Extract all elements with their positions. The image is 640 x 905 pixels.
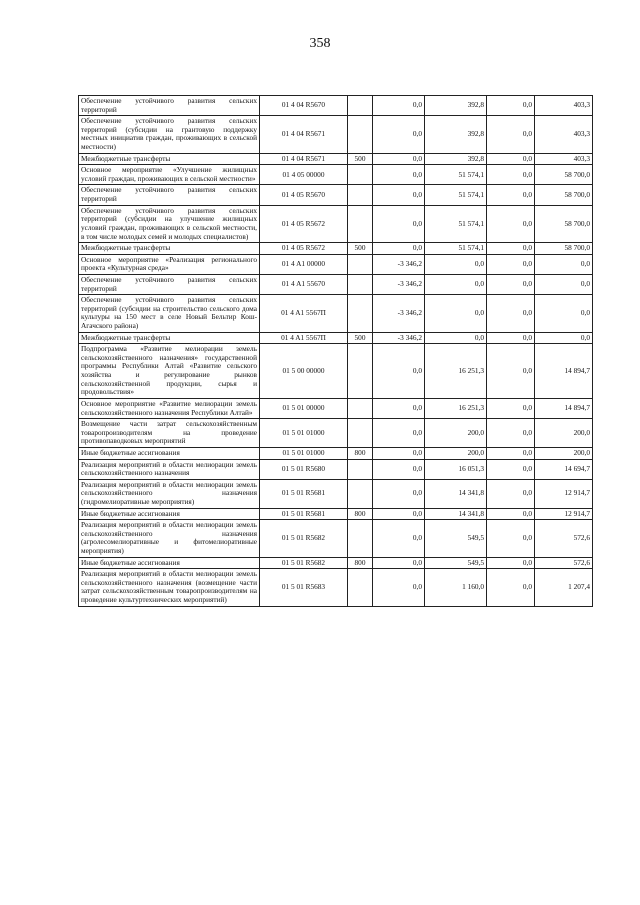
- row-name-cell: Обеспечение устойчивого развития сельских территорий (субсидии на улучшение жилищных условий граждан, проживающих в сельской местности, в том числе молодых семей и молодых специалистов): [79, 205, 260, 242]
- row-expense-type-cell: [348, 569, 373, 606]
- row-name-cell: Основное мероприятие «Улучшение жилищных условий граждан, проживающих в сельской местности»: [79, 165, 260, 185]
- row-expense-type-cell: 500: [348, 332, 373, 344]
- page-number: 358: [309, 36, 331, 51]
- row-code-cell: 01 5 01 R5683: [260, 569, 348, 606]
- row-value-4-cell: 200,0: [535, 447, 593, 459]
- row-value-2-cell: 1 160,0: [425, 569, 487, 606]
- row-value-4-cell: 0,0: [535, 254, 593, 274]
- row-value-2-cell: 0,0: [425, 254, 487, 274]
- row-value-2-cell: 392,8: [425, 153, 487, 165]
- row-expense-type-cell: [348, 520, 373, 557]
- row-code-cell: 01 4 A1 5567П: [260, 332, 348, 344]
- row-name-cell: Иные бюджетные ассигнования: [79, 447, 260, 459]
- row-value-4-cell: 572,6: [535, 557, 593, 569]
- row-expense-type-cell: [348, 344, 373, 399]
- row-value-1-cell: -3 346,2: [373, 254, 425, 274]
- row-value-2-cell: 549,5: [425, 520, 487, 557]
- table-row: [79, 295, 593, 332]
- budget-table: [78, 95, 593, 607]
- row-code-cell: 01 4 05 00000: [260, 165, 348, 185]
- row-value-4-cell: 58 700,0: [535, 243, 593, 255]
- row-value-4-cell: 403,3: [535, 116, 593, 153]
- table-row: [79, 557, 593, 569]
- row-value-4-cell: 403,3: [535, 96, 593, 116]
- row-value-4-cell: 403,3: [535, 153, 593, 165]
- table-body: [79, 96, 593, 607]
- row-expense-type-cell: 800: [348, 447, 373, 459]
- row-name-cell: Межбюджетные трансферты: [79, 243, 260, 255]
- row-value-3-cell: 0,0: [487, 243, 535, 255]
- row-value-3-cell: 0,0: [487, 274, 535, 294]
- row-value-4-cell: 1 207,4: [535, 569, 593, 606]
- row-expense-type-cell: [348, 96, 373, 116]
- table-row: [79, 116, 593, 153]
- row-code-cell: 01 4 A1 00000: [260, 254, 348, 274]
- row-value-3-cell: 0,0: [487, 96, 535, 116]
- row-value-3-cell: 0,0: [487, 398, 535, 418]
- row-value-1-cell: -3 346,2: [373, 295, 425, 332]
- row-value-1-cell: 0,0: [373, 243, 425, 255]
- row-name-cell: Реализация мероприятий в области мелиорации земель сельскохозяйственного назначения (гидромелиоративные мероприятия): [79, 479, 260, 508]
- row-value-3-cell: 0,0: [487, 508, 535, 520]
- row-value-2-cell: 14 341,8: [425, 479, 487, 508]
- row-expense-type-cell: [348, 459, 373, 479]
- row-value-4-cell: 0,0: [535, 295, 593, 332]
- row-value-2-cell: 392,8: [425, 116, 487, 153]
- table-row: [79, 569, 593, 606]
- row-value-3-cell: 0,0: [487, 153, 535, 165]
- row-value-1-cell: 0,0: [373, 447, 425, 459]
- row-value-2-cell: 51 574,1: [425, 243, 487, 255]
- row-value-4-cell: 58 700,0: [535, 185, 593, 205]
- table-row: [79, 96, 593, 116]
- row-value-2-cell: 0,0: [425, 274, 487, 294]
- table-row: [79, 479, 593, 508]
- row-value-1-cell: 0,0: [373, 185, 425, 205]
- table-row: [79, 419, 593, 448]
- table-row: [79, 332, 593, 344]
- row-code-cell: 01 4 04 R5670: [260, 96, 348, 116]
- row-value-3-cell: 0,0: [487, 419, 535, 448]
- row-value-3-cell: 0,0: [487, 520, 535, 557]
- row-expense-type-cell: [348, 479, 373, 508]
- row-value-2-cell: 51 574,1: [425, 185, 487, 205]
- row-expense-type-cell: [348, 205, 373, 242]
- row-code-cell: 01 4 05 R5670: [260, 185, 348, 205]
- row-name-cell: Межбюджетные трансферты: [79, 332, 260, 344]
- row-name-cell: Возмещение части затрат сельскохозяйственным товаропроизводителям на проведение противопаводковых мероприятий: [79, 419, 260, 448]
- row-value-1-cell: 0,0: [373, 165, 425, 185]
- row-value-1-cell: 0,0: [373, 116, 425, 153]
- row-value-4-cell: 572,6: [535, 520, 593, 557]
- row-code-cell: 01 4 05 R5672: [260, 205, 348, 242]
- row-value-3-cell: 0,0: [487, 459, 535, 479]
- row-value-4-cell: 200,0: [535, 419, 593, 448]
- row-name-cell: Реализация мероприятий в области мелиорации земель сельскохозяйственного назначения: [79, 459, 260, 479]
- row-name-cell: Основное мероприятие «Развитие мелиорации земель сельскохозяйственного назначения Республики Алтай»: [79, 398, 260, 418]
- row-code-cell: 01 5 01 R5682: [260, 557, 348, 569]
- row-value-3-cell: 0,0: [487, 332, 535, 344]
- row-value-1-cell: 0,0: [373, 459, 425, 479]
- row-value-4-cell: 58 700,0: [535, 165, 593, 185]
- row-value-1-cell: 0,0: [373, 96, 425, 116]
- row-value-1-cell: 0,0: [373, 508, 425, 520]
- row-expense-type-cell: [348, 419, 373, 448]
- row-value-4-cell: 0,0: [535, 332, 593, 344]
- row-value-2-cell: 0,0: [425, 332, 487, 344]
- row-code-cell: 01 4 04 R5671: [260, 116, 348, 153]
- row-value-2-cell: 0,0: [425, 295, 487, 332]
- row-expense-type-cell: [348, 254, 373, 274]
- table-row: [79, 153, 593, 165]
- row-value-4-cell: 14 894,7: [535, 344, 593, 399]
- row-value-2-cell: 51 574,1: [425, 165, 487, 185]
- row-value-2-cell: 200,0: [425, 447, 487, 459]
- table-row: [79, 398, 593, 418]
- table-row: [79, 508, 593, 520]
- row-value-1-cell: 0,0: [373, 344, 425, 399]
- row-value-2-cell: 16 051,3: [425, 459, 487, 479]
- row-value-3-cell: 0,0: [487, 344, 535, 399]
- table-row: [79, 344, 593, 399]
- row-expense-type-cell: [348, 185, 373, 205]
- row-code-cell: 01 5 00 00000: [260, 344, 348, 399]
- row-code-cell: 01 5 01 R5682: [260, 520, 348, 557]
- row-value-1-cell: 0,0: [373, 398, 425, 418]
- row-expense-type-cell: [348, 165, 373, 185]
- table-row: [79, 274, 593, 294]
- row-code-cell: 01 5 01 R5680: [260, 459, 348, 479]
- row-code-cell: 01 4 A1 5567П: [260, 295, 348, 332]
- table-row: [79, 254, 593, 274]
- row-value-4-cell: 58 700,0: [535, 205, 593, 242]
- row-code-cell: 01 5 01 R5681: [260, 508, 348, 520]
- row-value-2-cell: 392,8: [425, 96, 487, 116]
- row-name-cell: Обеспечение устойчивого развития сельских территорий (субсидии на грантовую поддержку местных инициатив граждан, проживающих в сельской местности): [79, 116, 260, 153]
- row-value-1-cell: 0,0: [373, 520, 425, 557]
- row-value-1-cell: 0,0: [373, 419, 425, 448]
- row-name-cell: Иные бюджетные ассигнования: [79, 557, 260, 569]
- row-value-2-cell: 51 574,1: [425, 205, 487, 242]
- row-name-cell: Обеспечение устойчивого развития сельских территорий: [79, 96, 260, 116]
- row-code-cell: 01 5 01 00000: [260, 398, 348, 418]
- row-name-cell: Обеспечение устойчивого развития сельских территорий: [79, 185, 260, 205]
- row-value-3-cell: 0,0: [487, 447, 535, 459]
- row-expense-type-cell: [348, 295, 373, 332]
- row-code-cell: 01 4 05 R5672: [260, 243, 348, 255]
- row-expense-type-cell: 500: [348, 153, 373, 165]
- row-code-cell: 01 5 01 01000: [260, 447, 348, 459]
- row-value-3-cell: 0,0: [487, 295, 535, 332]
- row-value-1-cell: -3 346,2: [373, 274, 425, 294]
- row-value-4-cell: 14 894,7: [535, 398, 593, 418]
- row-value-3-cell: 0,0: [487, 185, 535, 205]
- row-value-2-cell: 14 341,8: [425, 508, 487, 520]
- row-value-3-cell: 0,0: [487, 557, 535, 569]
- row-value-1-cell: 0,0: [373, 557, 425, 569]
- table-row: [79, 459, 593, 479]
- row-name-cell: Обеспечение устойчивого развития сельских территорий (субсидии на строительство сельского дома культуры на 150 мест в селе Новый Бельтир Кош-Агачского района): [79, 295, 260, 332]
- row-code-cell: 01 5 01 R5681: [260, 479, 348, 508]
- row-value-1-cell: 0,0: [373, 153, 425, 165]
- row-name-cell: Иные бюджетные ассигнования: [79, 508, 260, 520]
- table-row: [79, 205, 593, 242]
- row-code-cell: 01 4 04 R5671: [260, 153, 348, 165]
- row-value-2-cell: 16 251,3: [425, 344, 487, 399]
- row-name-cell: Межбюджетные трансферты: [79, 153, 260, 165]
- table-row: [79, 520, 593, 557]
- row-value-3-cell: 0,0: [487, 165, 535, 185]
- row-value-1-cell: 0,0: [373, 205, 425, 242]
- row-value-4-cell: 0,0: [535, 274, 593, 294]
- row-code-cell: 01 5 01 01000: [260, 419, 348, 448]
- table-row: [79, 185, 593, 205]
- row-name-cell: Подпрограмма «Развитие мелиорации земель сельскохозяйственного назначения» государственной программы Республики Алтай «Развитие сельского хозяйства и регулирование рынков сельскохозяйственной продукции, сырья и продовольствия»: [79, 344, 260, 399]
- row-value-2-cell: 549,5: [425, 557, 487, 569]
- row-expense-type-cell: 500: [348, 243, 373, 255]
- row-value-1-cell: -3 346,2: [373, 332, 425, 344]
- row-name-cell: Реализация мероприятий в области мелиорации земель сельскохозяйственного назначения (агролесомелиоративные и фитомелиоративные мероприятия): [79, 520, 260, 557]
- row-value-1-cell: 0,0: [373, 569, 425, 606]
- row-value-4-cell: 14 694,7: [535, 459, 593, 479]
- table-row: [79, 447, 593, 459]
- row-value-3-cell: 0,0: [487, 254, 535, 274]
- row-value-1-cell: 0,0: [373, 479, 425, 508]
- row-value-4-cell: 12 914,7: [535, 508, 593, 520]
- row-expense-type-cell: [348, 274, 373, 294]
- row-value-4-cell: 12 914,7: [535, 479, 593, 508]
- row-value-2-cell: 200,0: [425, 419, 487, 448]
- row-value-3-cell: 0,0: [487, 569, 535, 606]
- row-name-cell: Обеспечение устойчивого развития сельских территорий: [79, 274, 260, 294]
- row-expense-type-cell: [348, 398, 373, 418]
- row-value-3-cell: 0,0: [487, 116, 535, 153]
- row-value-3-cell: 0,0: [487, 205, 535, 242]
- row-value-2-cell: 16 251,3: [425, 398, 487, 418]
- row-name-cell: Основное мероприятие «Реализация регионального проекта «Культурная среда»: [79, 254, 260, 274]
- row-expense-type-cell: 800: [348, 557, 373, 569]
- row-code-cell: 01 4 A1 55670: [260, 274, 348, 294]
- row-value-3-cell: 0,0: [487, 479, 535, 508]
- table-row: [79, 243, 593, 255]
- row-expense-type-cell: [348, 116, 373, 153]
- row-name-cell: Реализация мероприятий в области мелиорации земель сельскохозяйственного назначения (возмещение части затрат сельскохозяйственным товаропроизводителям на проведение культуртехнических мероприятий): [79, 569, 260, 606]
- table-row: [79, 165, 593, 185]
- row-expense-type-cell: 800: [348, 508, 373, 520]
